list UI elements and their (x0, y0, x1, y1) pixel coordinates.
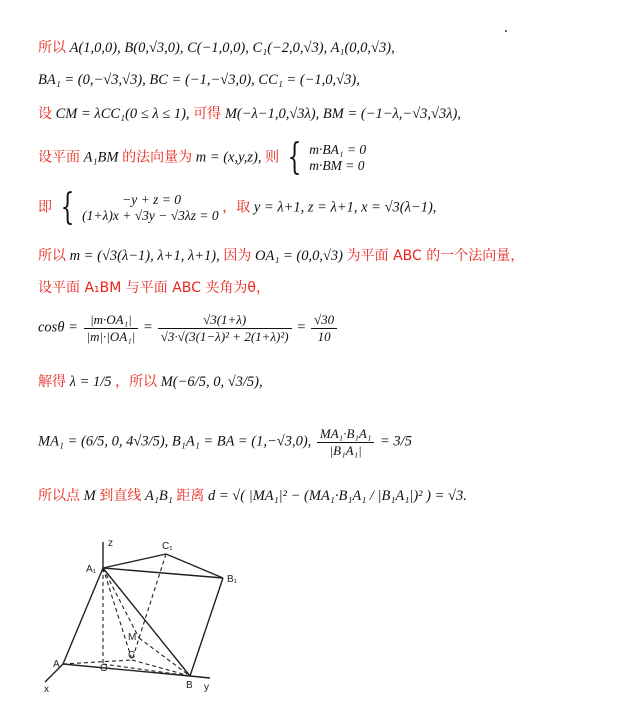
fraction-4-num: MA₁·B₁A₁ (317, 426, 374, 443)
cos-theta-lhs: cosθ = (38, 319, 78, 336)
m-point: M(−6/5, 0, √3/5), (160, 374, 263, 390)
line-cos-theta: cosθ = $\frac{\text{|m·OA₁|}}{\text{|m|·|OA₁|}}$ = $\frac{√3(1+\lambda)}{\text{√3·√(3(1−λ)² + 2(1+λ)²)}}$ = $\frac{√30}{10}$ (38, 312, 339, 344)
label-o: O (100, 663, 108, 674)
point-m: M (83, 488, 96, 504)
brace-system-1: { (287, 137, 302, 178)
edge-b1b (190, 578, 223, 676)
text-normal-is: 的法向量为 (122, 149, 193, 166)
line-a1b1: A₁B₁ (144, 488, 173, 504)
fraction-3-num: √30 (311, 312, 337, 329)
text-so-2: 所以 (38, 248, 66, 264)
label-z: z (108, 538, 113, 549)
eq-m-ba1: m·BA₁ = 0 (309, 141, 367, 157)
segment-a1c (103, 568, 132, 660)
fraction-2 (158, 312, 292, 344)
text-then: 则 (265, 149, 280, 166)
label-x: x (44, 684, 49, 695)
equation-system-1 (309, 142, 366, 174)
line-m-vector (38, 248, 524, 265)
text-obtain: 可得 (193, 106, 222, 122)
label-m: M (128, 632, 137, 643)
lambda-value: λ = 1/5 (69, 374, 112, 390)
label-c: C (128, 650, 136, 661)
text-so-3: ，所以 (115, 374, 158, 390)
fraction-4 (317, 426, 374, 458)
text-take: ，取 (222, 199, 251, 216)
edge-a1a (63, 568, 103, 664)
text-because: 因为 (223, 248, 252, 264)
segment-a1m (103, 568, 139, 638)
line-distance (38, 488, 467, 505)
line-system-solve (38, 187, 437, 228)
text-to-line: 到直线 (99, 488, 142, 504)
eq-linear: (1+λ)x + √3y − √3λz = 0 (82, 208, 219, 223)
text-distance: 距离 (176, 488, 205, 504)
normal-m: m = (x,y,z), (195, 149, 262, 166)
ma1-b1a1-vectors: MA₁ = (6/5, 0, 4√3/5), B₁A₁ = BA = (1,−√3,0), (38, 433, 312, 450)
text-let-plane: 设平面 (38, 149, 80, 166)
label-b: B (186, 680, 193, 691)
edge-a1c1 (103, 554, 166, 568)
solution-xyz: y = λ+1, z = λ+1, x = √3(λ−1), (253, 199, 437, 216)
oa1-vector: OA₁ = (0,0,√3) (254, 248, 344, 264)
label-b1: B₁ (227, 574, 238, 585)
edge-c1c (132, 554, 166, 660)
axis-y-visible (190, 676, 210, 678)
fraction-1-den: |m|·|OA₁| (86, 328, 136, 344)
fraction-1 (84, 312, 139, 344)
m-bm-expression: M(−λ−1,0,√3λ), BM = (−1−λ,−√3,√3λ), (224, 106, 461, 122)
fraction-3-den: 10 (317, 328, 331, 344)
edge-ac (63, 660, 132, 664)
line-vectors (38, 72, 360, 89)
text-namely: 即 (38, 199, 52, 216)
text-point: 所以点 (38, 488, 80, 504)
text-so: 所以 (38, 40, 66, 56)
fraction-2-den: √3·√(3(1−λ)² + 2(1+λ)²) (160, 328, 289, 344)
line-coordinates (38, 40, 395, 57)
equation-system-2 (82, 192, 218, 224)
line-normal-vector (38, 137, 367, 178)
fraction-4-den: |B₁A₁| (329, 442, 362, 458)
text-solve: 解得 (38, 374, 66, 390)
cm-expression: CM = λCC₁(0 ≤ λ ≤ 1), (55, 106, 190, 122)
label-c1: C₁ (162, 541, 173, 552)
coords-points: A(1,0,0), B(0,√3,0), C(−1,0,0), C₁(−2,0,√3), A₁(0,0,√3), (69, 40, 395, 56)
projection-value: = 3/5 (380, 433, 412, 450)
edge-ab (63, 664, 190, 676)
text-let: 设 (38, 106, 52, 122)
prism-diagram (40, 536, 280, 696)
fraction-3 (311, 312, 337, 344)
stray-dot (505, 30, 507, 32)
distance-formula: d = √( |MA₁|² − (MA₁·B₁A₁ / |B₁A₁|)² ) = √3. (208, 488, 467, 504)
vectors-ba1-bc-cc1: BA₁ = (0,−√3,√3), BC = (−1,−√3,0), CC₁ = (−1,0,√3), (38, 72, 360, 88)
line-angle-theta: 设平面 A₁BM 与平面 ABC 夹角为θ， (38, 280, 270, 296)
plane-a1bm: A₁BM (83, 149, 119, 166)
eq-y-z: −y + z = 0 (122, 191, 181, 207)
line-solve-lambda (38, 374, 263, 391)
edge-a1b (103, 568, 190, 676)
eq-m-bm: m·BM = 0 (309, 158, 365, 173)
label-a1: A₁ (86, 564, 97, 575)
edge-a1b1 (103, 568, 223, 578)
fraction-2-num: √3(1+λ) (158, 312, 292, 329)
line-ma1 (38, 426, 412, 458)
brace-system-2: { (60, 187, 74, 228)
fraction-1-num: |m·OA₁| (84, 312, 139, 329)
geometry-figure (40, 536, 280, 701)
label-a: A (53, 659, 60, 670)
text-normal-abc: 为平面 ABC 的一个法向量， (346, 248, 525, 264)
label-y: y (204, 682, 209, 693)
line-cm (38, 106, 461, 123)
m-vector-value: m = (√3(λ−1), λ+1, λ+1), (69, 248, 220, 264)
